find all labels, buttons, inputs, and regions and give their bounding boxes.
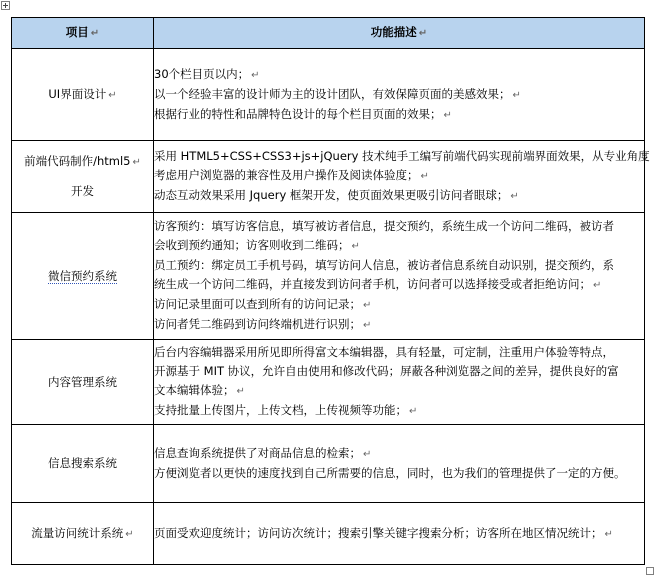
desc-cell <box>154 141 650 213</box>
desc-line: 员工预约：绑定员工手机号码，填写访问人信息，被访者信息系统自动识别，提交预约，系 <box>154 258 614 272</box>
paragraph-mark-icon: ↵ <box>418 28 428 39</box>
desc-line: 后台内容编辑器采用所见即所得富文本编辑器，具有轻量，可定制，注重用户体验等特点， <box>154 345 614 359</box>
item-label: UI界面设计 <box>48 86 107 101</box>
table-move-handle-icon[interactable] <box>1 1 10 10</box>
feature-table <box>11 17 650 565</box>
desc-line: 信息查询系统提供了对商品信息的检索； ↵ <box>154 446 372 460</box>
desc-cell <box>154 340 645 425</box>
desc-line: 30个栏目页以内； ↵ <box>154 66 260 81</box>
desc-line: 动态互动效果采用 Jquery 框架开发，使页面效果更吸引访问者眼球； ↵ <box>154 188 519 202</box>
item-label: 内容管理系统 <box>48 374 117 389</box>
item-cell <box>12 340 154 425</box>
desc-line: 文本编辑体验； ↵ <box>154 383 245 397</box>
item-label-line: 前端代码制作/html5 ↵ <box>24 154 141 168</box>
header-desc-label: 功能描述 <box>370 25 417 39</box>
table-row <box>12 340 645 425</box>
desc-cell <box>154 213 645 340</box>
desc-cell <box>154 425 645 503</box>
header-item-cell <box>12 18 154 49</box>
desc-line: 访问记录里面可以查到所有的访问记录； ↵ <box>154 297 372 311</box>
desc-line: 采用 HTML5+CSS+CSS3+js+jQuery 技术纯手工编写前端代码实现前端界面效果，从专业角度 <box>154 149 650 163</box>
desc-line: 访客预约：填写访客信息，填写被访者信息，提交预约，系统生成一个访问二维码，被访者 <box>154 219 614 233</box>
table-row <box>12 503 645 565</box>
item-label-line: 开发 <box>71 184 94 198</box>
header-desc-cell <box>154 18 645 49</box>
desc-line: 会收到预约通知；访客则收到二维码； ↵ <box>154 238 360 252</box>
item-cell <box>12 49 154 141</box>
desc-line: 开源基于 MIT 协议，允许自由使用和修改代码；屏蔽各种浏览器之间的差异，提供良好的富 <box>154 364 619 378</box>
desc-line: 统生成一个访问二维码，并直接发到访问者手机，访问者可以选择接受或者拒绝访问； ↵ <box>154 277 602 291</box>
desc-cell <box>154 49 645 141</box>
table-row <box>12 425 645 503</box>
table-resize-handle-icon[interactable] <box>646 567 654 575</box>
desc-line: 以一个经验丰富的设计师为主的设计团队，有效保障页面的美感效果； ↵ <box>154 86 521 101</box>
table-row <box>12 49 645 141</box>
desc-line: 根据行业的特性和品牌特色设计的每个栏目页面的效果； ↵ <box>154 106 452 121</box>
desc-line: 考虑用户浏览器的兼容性及用户操作及阅读体验度； ↵ <box>154 168 429 182</box>
header-item-label: 项目 <box>65 25 89 39</box>
item-cell <box>12 425 154 503</box>
item-cell <box>12 141 154 213</box>
item-cell <box>12 503 154 565</box>
item-cell <box>12 213 154 340</box>
item-label: 微信预约系统 <box>48 268 117 283</box>
item-label: 流量访问统计系统 <box>31 525 124 540</box>
table-row <box>12 213 645 340</box>
paragraph-mark-icon: ↵ <box>90 28 100 39</box>
desc-line: 方便浏览者以更快的速度找到自己所需要的信息，同时，也为我们的管理提供了一定的方便。 <box>154 466 626 480</box>
desc-line: 支持批量上传图片，上传文档，上传视频等功能； ↵ <box>154 403 418 417</box>
table-header-row <box>12 18 645 49</box>
table-row <box>12 141 645 213</box>
paragraph-mark-icon: ↵ <box>108 89 117 101</box>
paragraph-mark-icon: ↵ <box>125 528 134 540</box>
desc-line: 页面受欢迎度统计；访问访次统计；搜索引擎关键字搜索分析；访客所在地区情况统计； ↵ <box>154 525 613 540</box>
desc-cell <box>154 503 645 565</box>
item-label: 信息搜索系统 <box>48 456 117 470</box>
desc-line: 访问者凭二维码到访问终端机进行识别； ↵ <box>154 317 372 331</box>
